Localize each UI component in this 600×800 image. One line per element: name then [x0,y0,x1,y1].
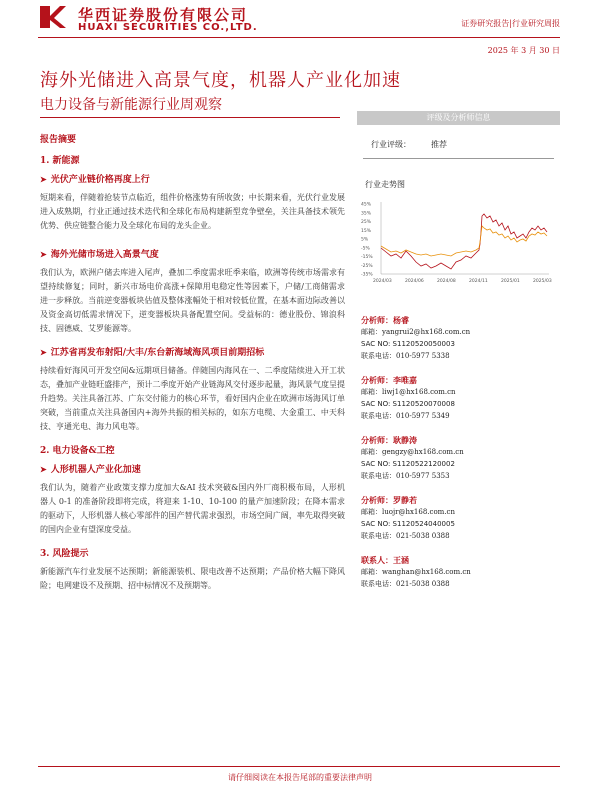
y-tick-label: -5% [361,246,370,252]
analyst-phone: 联系电话：021-5038 0388 [361,532,450,540]
subsection-heading: ➤ 海外光储市场进入高景气度 [40,248,159,260]
analyst-card [361,494,560,542]
analyst-name: 联系人：王涵 [361,555,409,565]
analyst-card [361,434,560,482]
subsection-heading: ➤ 人形机器人产业化加速 [40,463,141,475]
x-tick-label: 2024/03 [373,279,392,284]
y-tick-label: 5% [361,237,369,243]
analyst-sac: SAC NO: S1120520070008 [361,400,455,408]
arrow-bullet-icon: ➤ [40,346,47,357]
arrow-bullet-icon: ➤ [40,463,47,474]
x-tick-label: 2025/03 [533,279,552,284]
section-heading-risk: 3. 风险提示 [40,549,89,559]
analyst-card [361,374,560,422]
x-tick-label: 2025/01 [501,279,520,284]
y-tick-label: 25% [361,220,372,225]
panel-header: 评级及分析师信息 [357,111,560,125]
arrow-bullet-icon: ➤ [40,173,47,184]
rating-label: 行业评级： [371,140,411,149]
analyst-email[interactable]: 邮箱：yangrui2@hx168.com.cn [361,328,471,336]
analyst-phone: 联系电话：010-5977 5353 [361,472,450,480]
analyst-email[interactable]: 邮箱：wanghan@hx168.com.cn [361,568,471,576]
x-tick-label: 2024/06 [405,279,424,284]
analyst-email[interactable]: 邮箱：liwj1@hx168.com.cn [361,388,456,396]
report-type: 证券研究报告|行业研究周报 [461,19,560,28]
analyst-sac: SAC NO: S1120522120002 [361,460,455,468]
industry-series-line [381,214,547,269]
analyst-phone: 联系电话：010-5977 5338 [361,352,450,360]
arrow-bullet-icon: ➤ [40,248,47,259]
y-tick-label: 35% [361,211,372,217]
paragraph: 短期来看，伴随着抢装节点临近，组件价格涨势有所收敛；中长期来看，光伏行业发展进入成熟期，行业正通过技术迭代和全球化布局构建新型竞争壁垒，关注具备技术领先优势、供应链整合能力及全球化布局的龙头企业。 [40,193,345,230]
analyst-sac: SAC NO: S1120524040005 [361,520,455,528]
header-divider [38,37,560,38]
rating-divider [363,158,554,159]
analyst-card [361,554,560,590]
x-tick-label: 2024/11 [469,279,488,284]
company-name-cn: 华西证券股份有限公司 [78,6,249,24]
subsection-heading: ➤ 江苏省再发布射阳/大丰/东台新海域海风项目前期招标 [40,346,265,358]
analyst-name: 分析师：罗静若 [361,495,417,505]
y-tick-label: -15% [361,255,373,260]
side-panel [357,111,560,590]
abstract-label: 报告摘要 [40,135,77,145]
analyst-sac: SAC NO: S1120520050003 [361,340,455,348]
report-title: 海外光储进入高景气度，机器人产业化加速 [40,70,401,91]
analyst-email[interactable]: 邮箱：luojr@hx168.com.cn [361,508,455,516]
analyst-name: 分析师：杨睿 [361,315,409,325]
paragraph: 我们认为，随着产业政策支撑力度加大&AI 技术突破&国内外厂商积极布局，人形机器人 0-1 的准备阶段即将完成，将迎来 1-10、10-100 的量产加速阶段；在降本需求的驱动下，人形机器人核心零部件的国产替代需求强烈，市场空间广阔，率先取得突破的国内企业有望深度受益。 [40,483,345,534]
x-tick-label: 2024/08 [437,279,456,284]
y-tick-label: -25% [361,263,373,269]
analyst-name: 分析师：李唯嘉 [361,375,417,385]
report-date: 2025 年 3 月 30 日 [487,46,560,55]
y-tick-label: 45% [361,202,372,208]
paragraph: 持续看好海风可开发空间&远期项目储备。伴随国内海风在一、二季度陆续进入开工状态，叠加产业链旺盛排产，预计二季度开始产业链海风交付逐步起量，海风景气度呈提升趋势。关注具备江苏、广东交付能力的核心环节，看好国内企业在欧洲市场海风订单突破，当前重点关注具备国内+海外共振的相关标的，如东方电缆、大金重工、中天科技、亨通光电、海力风电等。 [40,366,345,431]
analyst-email[interactable]: 邮箱：gengzy@hx168.com.cn [361,448,464,456]
company-name-en: HUAXI SECURITIES CO.,LTD. [78,22,258,33]
footer-divider [38,766,560,767]
y-tick-label: -35% [361,272,373,278]
legal-notice: 请仔细阅读在本报告尾部的重要法律声明 [228,773,372,782]
subsection-heading: ➤ 光伏产业链价格再度上行 [40,173,150,185]
section-heading-power-equipment: 2. 电力设备&工控 [40,446,115,456]
analyst-name: 分析师：耿静涛 [361,435,417,445]
section-heading-new-energy: 1. 新能源 [40,156,80,166]
report-subtitle: 电力设备与新能源行业周观察 [40,97,222,113]
paragraph: 我们认为，欧洲户储去库进入尾声，叠加二季度需求旺季来临，欧洲等传统市场需求有望持续修复；同时，新兴市场电价高涨+保障用电稳定性等因素下，户储/工商储需求进一步释放。当前逆变器板块估值及整体涨幅处于相对较低位置，在基本面边际改善以及资金高切低需求情况下，逆变器板块具备配置空间。受益标的：德业股份、锦浪科技、固德威、艾罗能源等。 [40,268,345,333]
industry-rating [371,139,560,150]
huaxi-logo-icon [38,4,68,30]
rating-value: 推荐 [431,140,447,149]
title-divider [40,117,340,118]
abstract-column [40,132,345,602]
industry-trend-chart [359,196,557,286]
y-tick-label: 15% [361,228,372,234]
trend-title: 行业走势图 [365,180,405,189]
analyst-phone: 联系电话：021-5038 0388 [361,580,450,588]
analyst-phone: 联系电话：010-5977 5349 [361,412,450,420]
paragraph: 新能源汽车行业发展不达预期；新能源装机、限电改善不达预期；产品价格大幅下降风险；电网建设不及预期、招中标情况不及预期等。 [40,567,345,590]
analyst-card [361,314,560,362]
